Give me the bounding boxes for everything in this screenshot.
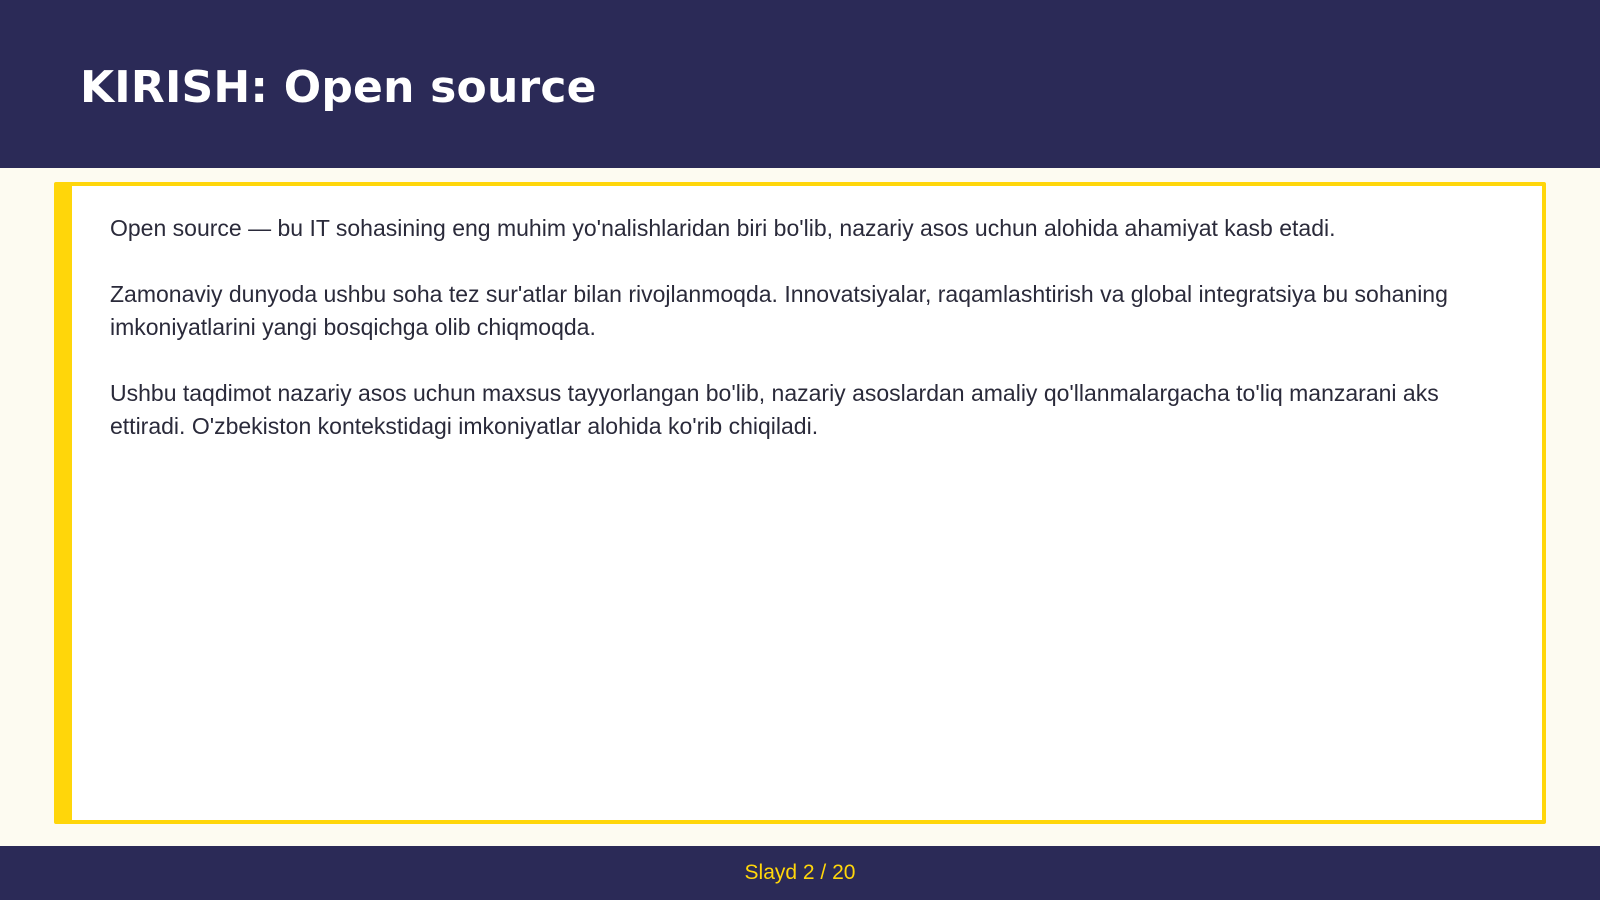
slide-number: Slayd 2 / 20 [744,861,856,884]
intro-paragraph-1: Open source — bu IT sohasining eng muhim yo'nalishlaridan biri bo'lib, nazariy asos uchun alohida ahamiyat kasb etadi. [110,215,1336,241]
intro-paragraph-2: Zamonaviy dunyoda ushbu soha tez sur'atlar bilan rivojlanmoqda. Innovatsiyalar, raqamlashtirish va global integratsiya bu sohaning imkoniyatlarini yangi bosqichga olib chiqmoqda. [110,281,1448,340]
slide-header [0,0,1600,168]
slide-title: KIRISH: Open source [80,62,597,113]
content-panel [54,182,1546,824]
intro-paragraph-3: Ushbu taqdimot nazariy asos uchun maxsus tayyorlangan bo'lib, nazariy asoslardan amaliy qo'llanmalargacha to'liq manzarani aks ettiradi. O'zbekiston kontekstidagi imkoniyatlar alohida ko'rib chiqiladi. [110,380,1439,439]
slide-footer [0,846,1600,900]
